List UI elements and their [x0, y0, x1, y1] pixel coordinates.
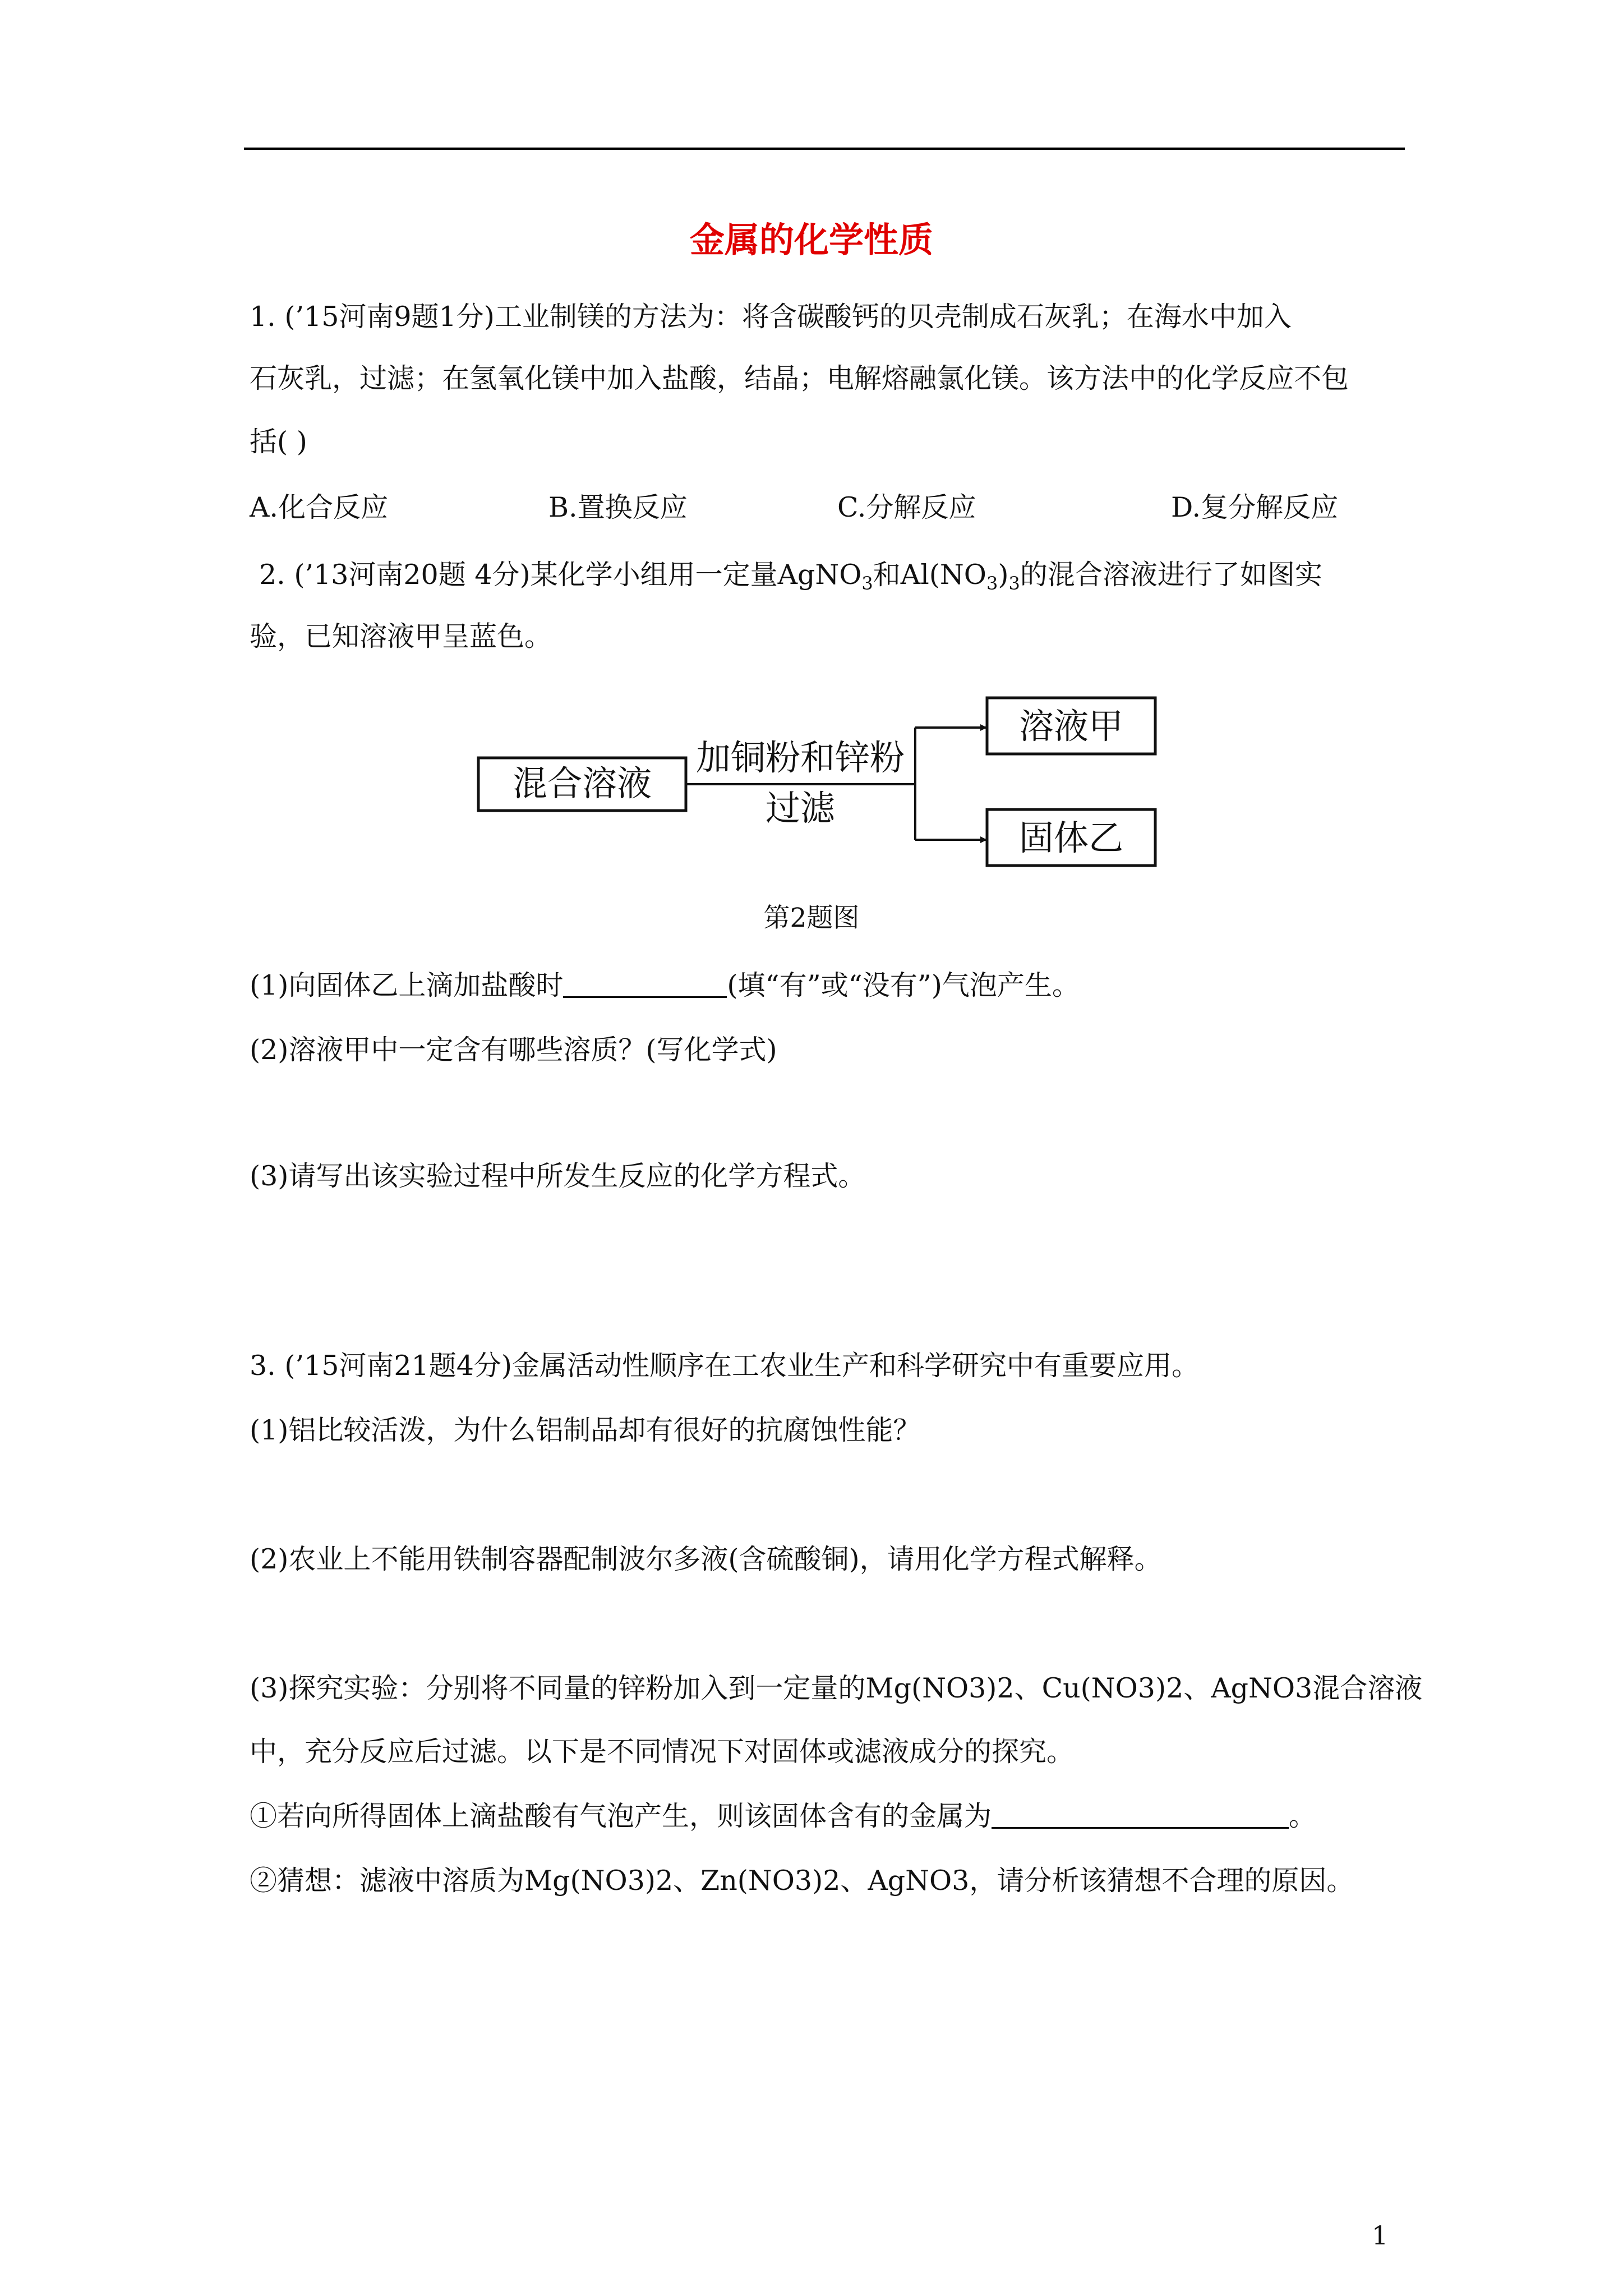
q3-item1-text-b: 。 [1289, 1800, 1317, 1832]
q2-line1-text-c: 和Al(NO [873, 559, 986, 591]
q3-item1-text-a: ①若向所得固体上滴盐酸有气泡产生，则该固体含有的金属为 [250, 1800, 992, 1832]
q1-line2: 石灰乳，过滤；在氢氧化镁中加入盐酸，结晶；电解熔融氯化镁。该方法中的化学反应不包 [250, 362, 1349, 394]
box-mixed-solution-label: 混合溶液 [512, 763, 652, 804]
q1-option-d: D.复分解反应 [1171, 491, 1339, 523]
page-number: 1 [1372, 2220, 1389, 2251]
q2-line1-text-g: 的混合溶液进行了如图实 [1020, 559, 1322, 591]
answer-blank[interactable] [992, 1800, 1289, 1829]
q2-sub2: (2)溶液甲中一定含有哪些溶质？(写化学式) [250, 1034, 777, 1066]
document-title: 金属的化学性质 [689, 219, 933, 260]
q3-line1: 3. (’15河南21题4分)金属活动性顺序在工农业生产和科学研究中有重要应用。 [250, 1350, 1200, 1382]
q2-line1-sub-1: 3 [861, 573, 873, 594]
box-solution-jia-label: 溶液甲 [1018, 706, 1124, 747]
q2-line1-text-a: 2. (’13河南20题 4分)某化学小组用一定量AgNO [259, 559, 862, 591]
arrow-label-reagents: 加铜粉和锌粉 [695, 737, 905, 778]
q2-line1-sub-2: 3 [986, 573, 998, 594]
q3-sub3-line1: (3)探究实验：分别将不同量的锌粉加入到一定量的Mg(NO3)2、Cu(NO3)2、AgNO3混合溶液 [250, 1672, 1423, 1704]
q2-line1-sub-3: 3 [1008, 573, 1020, 594]
q3-item2: ②猜想：滤液中溶质为Mg(NO3)2、Zn(NO3)2、AgNO3，请分析该猜想不合理的原因。 [250, 1865, 1354, 1897]
q3-sub1: (1)铝比较活泼，为什么铝制品却有很好的抗腐蚀性能？ [250, 1414, 921, 1446]
q3-sub3-line2: 中，充分反应后过滤。以下是不同情况下对固体或滤液成分的探究。 [250, 1736, 1075, 1768]
box-solid-yi-label: 固体乙 [1018, 817, 1124, 858]
answer-blank[interactable] [563, 969, 727, 998]
q2-sub3: (3)请写出该实验过程中所发生反应的化学方程式。 [250, 1160, 866, 1192]
q3-item1 [250, 1797, 1316, 1836]
q2-sub1-text-a: (1)向固体乙上滴加盐酸时 [250, 969, 564, 1001]
q1-line1: 1. (’15河南9题1分)工业制镁的方法为：将含碳酸钙的贝壳制成石灰乳；在海水中加入 [250, 301, 1292, 333]
q1-option-a: A.化合反应 [250, 491, 388, 523]
arrow-label-filter: 过滤 [765, 788, 836, 829]
q1-option-c: C.分解反应 [837, 491, 976, 523]
q1-option-b: B.置换反应 [548, 491, 688, 523]
q3-sub2: (2)农业上不能用铁制容器配制波尔多液(含硫酸铜)，请用化学方程式解释。 [250, 1543, 1162, 1575]
q2-sub1-text-b: (填“有”或“没有”)气泡产生。 [727, 969, 1080, 1001]
q2-sub1 [250, 966, 1080, 1005]
figure-caption: 第2题图 [763, 903, 860, 933]
q1-line3: 括( ) [250, 426, 307, 458]
q2-line2: 验，已知溶液甲呈蓝色。 [250, 620, 552, 652]
q2-line1-text-e: ) [998, 559, 1009, 591]
